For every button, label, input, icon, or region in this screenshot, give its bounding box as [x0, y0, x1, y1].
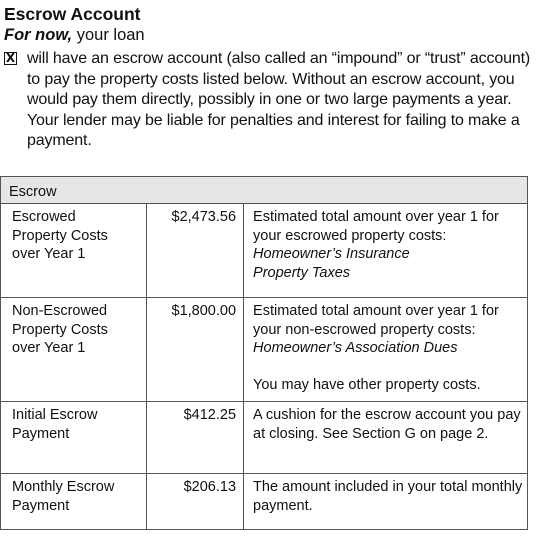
row-item: Property Taxes [253, 264, 351, 281]
row-description: Estimated total amount over year 1 for your non-escrowed property costs: [253, 303, 499, 338]
table-row [1, 402, 528, 474]
row-amount: $206.13 [183, 479, 237, 495]
row-note: You may have other property costs. [253, 377, 481, 393]
subtitle-emphasis: For now, [4, 26, 73, 44]
row-label: Initial Escrow Payment [12, 407, 98, 442]
table-header: Escrow [1, 177, 528, 204]
table-row [1, 204, 528, 298]
escrow-checkbox[interactable]: X [5, 51, 16, 65]
row-label-cell [1, 402, 147, 474]
row-amount-cell [146, 204, 243, 298]
row-item: Homeowner’s Association Dues [253, 340, 458, 356]
escrow-table [0, 176, 528, 530]
row-amount: $2,473.56 [171, 209, 237, 225]
row-label-cell [1, 298, 147, 402]
subtitle-rest: your loan [72, 26, 145, 44]
row-description-cell [244, 474, 528, 530]
section-subtitle [4, 24, 145, 46]
row-amount: $1,800.00 [171, 303, 237, 319]
row-item: Homeowner’s Insurance [253, 246, 410, 262]
row-amount-cell [146, 402, 243, 474]
row-description: The amount included in your total monthly payment. [253, 479, 523, 514]
row-amount-cell [146, 298, 243, 402]
escrow-checkbox-label: will have an escrow account (also called an “impound” or “trust” account) to pay the property costs listed below. Without an escrow account, you would pay them directly, possibly in one or two large payments a year. Your lender may be liable for penalties and interest for failing to make a payment. [27, 50, 531, 149]
row-label: Non-Escrowed Property Costs over Year 1 [12, 303, 108, 356]
section-title: Escrow Account [4, 4, 141, 24]
row-description-cell [244, 402, 528, 474]
row-label-cell [1, 204, 147, 298]
row-description: Estimated total amount over year 1 for your escrowed property costs: [253, 209, 499, 244]
row-label-cell [1, 474, 147, 530]
row-label: Escrowed Property Costs over Year 1 [12, 209, 108, 262]
table-row [1, 298, 528, 402]
row-label: Monthly Escrow Payment [12, 479, 115, 514]
table-header-row [1, 177, 528, 204]
row-description-cell [244, 204, 528, 298]
table-row [1, 474, 528, 530]
row-description: A cushion for the escrow account you pay at closing. See Section G on page 2. [253, 407, 521, 442]
row-amount-cell [146, 474, 243, 530]
row-description-cell [244, 298, 528, 402]
row-amount: $412.25 [183, 407, 237, 423]
